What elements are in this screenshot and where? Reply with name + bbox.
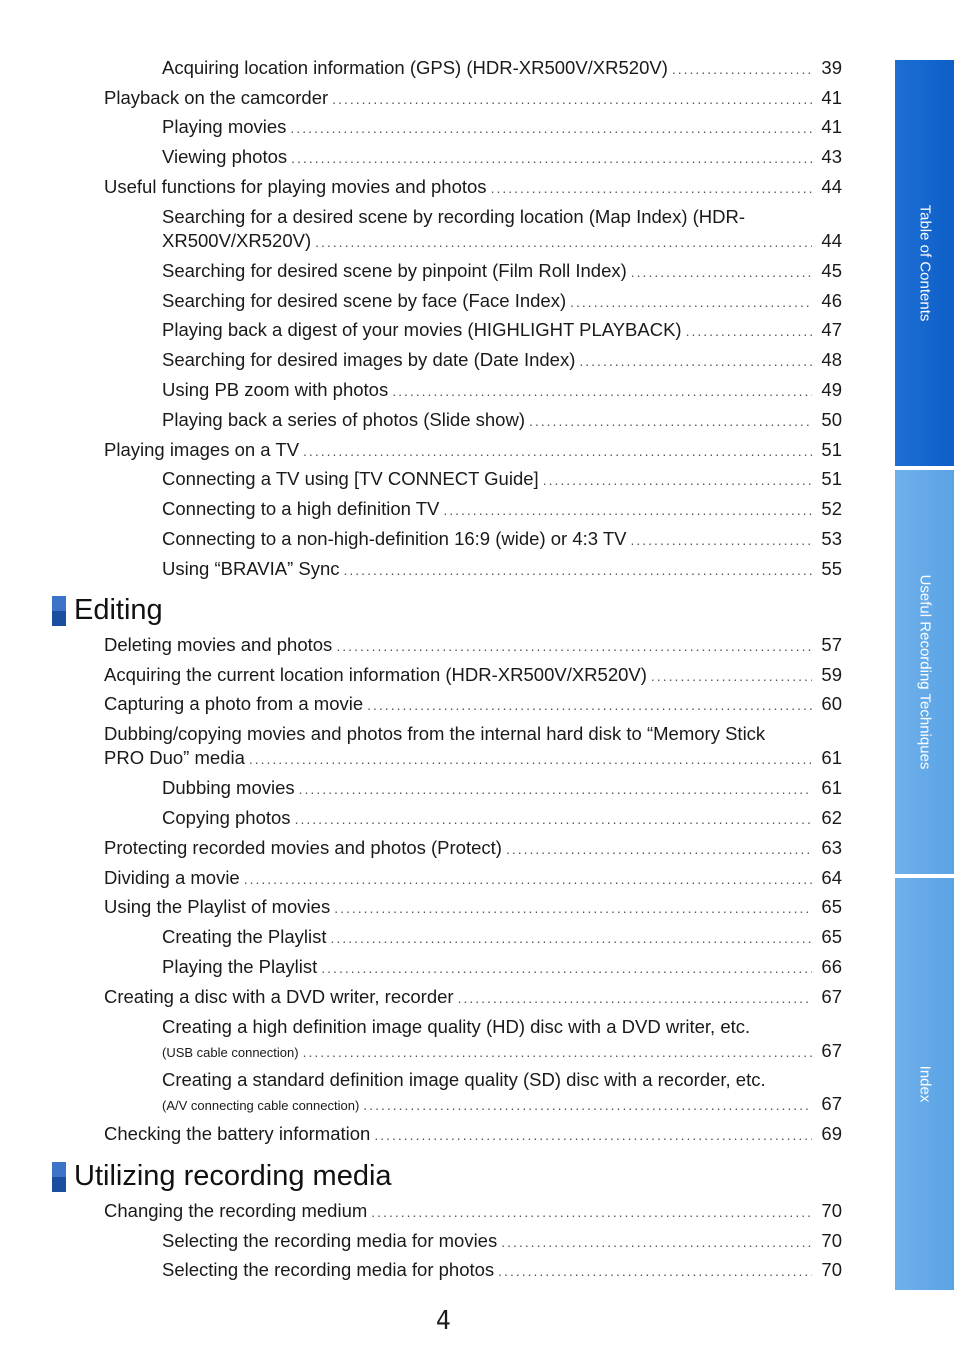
toc-page-number: 49 bbox=[821, 379, 842, 400]
tab-label: Index bbox=[916, 1065, 933, 1103]
toc-entry-title: Using PB zoom with photos bbox=[162, 379, 389, 400]
toc-entry[interactable] bbox=[104, 1122, 842, 1146]
page-number: 4 bbox=[436, 1306, 451, 1336]
toc-entry-title: Selecting the recording media for photos bbox=[162, 1259, 495, 1280]
toc-entry-title: Copying photos bbox=[162, 807, 291, 828]
toc-page-number: 67 bbox=[821, 986, 842, 1007]
toc-entry-title-line1: Creating a standard definition image quality (SD) disc with a recorder, etc. bbox=[162, 1069, 766, 1090]
toc-entry-title: (USB cable connection) bbox=[162, 1045, 299, 1060]
toc-entry-title: Using “BRAVIA” Sync bbox=[162, 558, 340, 579]
toc-page-number: 45 bbox=[821, 260, 842, 281]
toc-page-number: 60 bbox=[821, 693, 842, 714]
toc-entry-title: Playing images on a TV bbox=[104, 439, 300, 460]
tab-label: Table of Contents bbox=[916, 204, 933, 322]
toc-page-number: 48 bbox=[821, 349, 842, 370]
toc-entry[interactable] bbox=[162, 467, 842, 491]
toc-page-number: 55 bbox=[821, 558, 842, 579]
toc-entry-title: Deleting movies and photos bbox=[104, 634, 333, 655]
toc-entry-title: Protecting recorded movies and photos (Protect) bbox=[104, 837, 502, 858]
toc-page-number: 51 bbox=[821, 468, 842, 489]
toc-entry[interactable] bbox=[162, 1015, 842, 1063]
toc-entry[interactable] bbox=[104, 722, 842, 770]
toc-entry[interactable] bbox=[104, 1199, 842, 1223]
toc-entry[interactable] bbox=[104, 175, 842, 199]
toc-entry-title: Useful functions for playing movies and photos bbox=[104, 176, 487, 197]
toc-page-number: 64 bbox=[821, 867, 842, 888]
toc-page-number: 39 bbox=[821, 57, 842, 78]
section-title: Utilizing recording media bbox=[74, 1160, 392, 1192]
section-marker-icon bbox=[52, 596, 66, 626]
toc-entry[interactable] bbox=[104, 663, 842, 687]
toc-entry[interactable] bbox=[162, 1068, 842, 1116]
toc-page-number: 41 bbox=[821, 116, 842, 137]
toc-entry-title: Playing movies bbox=[162, 116, 287, 137]
toc-entry[interactable] bbox=[162, 348, 842, 372]
toc-entry[interactable] bbox=[104, 86, 842, 110]
toc-page-number: 63 bbox=[821, 837, 842, 858]
toc-page-number: 61 bbox=[821, 777, 842, 798]
toc-page-number: 70 bbox=[821, 1200, 842, 1221]
toc-entry-title-line1: Searching for a desired scene by recording location (Map Index) (HDR- bbox=[162, 206, 746, 227]
toc-entry-title: Connecting to a high definition TV bbox=[162, 498, 440, 519]
toc-entry[interactable] bbox=[162, 955, 842, 979]
toc-entry-title: Dubbing movies bbox=[162, 777, 295, 798]
section-title: Editing bbox=[74, 594, 163, 626]
toc-entry[interactable] bbox=[162, 1258, 842, 1282]
toc-entry[interactable] bbox=[104, 438, 842, 462]
toc-page-number: 57 bbox=[821, 634, 842, 655]
toc-entry[interactable] bbox=[104, 895, 842, 919]
toc-entry[interactable] bbox=[104, 836, 842, 860]
toc-entry[interactable] bbox=[162, 145, 842, 169]
toc-entry[interactable] bbox=[162, 925, 842, 949]
toc-entry[interactable] bbox=[162, 289, 842, 313]
toc-entry-title: Searching for desired images by date (Date Index) bbox=[162, 349, 576, 370]
toc-entry-title: Acquiring location information (GPS) (HDR-XR500V/XR520V) bbox=[162, 57, 668, 78]
toc-entry[interactable] bbox=[162, 497, 842, 521]
toc-entry-title: PRO Duo” media bbox=[104, 747, 245, 768]
toc-page-number: 50 bbox=[821, 409, 842, 430]
toc-page-number: 59 bbox=[821, 664, 842, 685]
toc-entry-title-line1: Dubbing/copying movies and photos from the internal hard disk to “Memory Stick bbox=[104, 723, 766, 744]
toc-entry[interactable] bbox=[162, 557, 842, 581]
section-heading-editing[interactable] bbox=[52, 594, 163, 627]
toc-entry[interactable] bbox=[104, 633, 842, 657]
toc-page-number: 62 bbox=[821, 807, 842, 828]
toc-page-number: 65 bbox=[821, 926, 842, 947]
toc-entry[interactable] bbox=[162, 205, 842, 253]
toc-entry[interactable] bbox=[162, 378, 842, 402]
toc-entry-title-line1: Creating a high definition image quality (HD) disc with a DVD writer, etc. bbox=[162, 1016, 751, 1037]
toc-page-number: 46 bbox=[821, 290, 842, 311]
toc-entry[interactable] bbox=[162, 776, 842, 800]
toc-entry[interactable] bbox=[104, 866, 842, 890]
tab-index[interactable] bbox=[895, 878, 954, 1290]
toc-page-number: 70 bbox=[821, 1259, 842, 1280]
toc-page-number: 65 bbox=[821, 896, 842, 917]
toc-page-number: 70 bbox=[821, 1230, 842, 1251]
toc-entry-title: Dividing a movie bbox=[104, 867, 240, 888]
toc-entry[interactable] bbox=[162, 259, 842, 283]
toc-page-number: 53 bbox=[821, 528, 842, 549]
toc-entry-title: Searching for desired scene by face (Face Index) bbox=[162, 290, 567, 311]
toc-entry[interactable] bbox=[104, 692, 842, 716]
toc-entry-title: Creating the Playlist bbox=[162, 926, 327, 947]
toc-entry-title: Using the Playlist of movies bbox=[104, 896, 331, 917]
toc-entry-title: Playing the Playlist bbox=[162, 956, 318, 977]
toc-entry-title: Creating a disc with a DVD writer, recorder bbox=[104, 986, 454, 1007]
toc-page-number: 51 bbox=[821, 439, 842, 460]
toc-entry-title: Playback on the camcorder bbox=[104, 87, 329, 108]
toc-entry-title: Changing the recording medium bbox=[104, 1200, 368, 1221]
toc-page-number: 47 bbox=[821, 319, 842, 340]
toc-entry[interactable] bbox=[162, 408, 842, 432]
toc-page-number: 41 bbox=[821, 87, 842, 108]
toc-entry-title: XR500V/XR520V) bbox=[162, 230, 312, 251]
section-marker-icon bbox=[52, 1162, 66, 1192]
toc-entry-title: Playing back a series of photos (Slide show) bbox=[162, 409, 525, 430]
tab-label: Useful Recording Techniques bbox=[916, 574, 933, 770]
tab-useful-recording-techniques[interactable] bbox=[895, 470, 954, 874]
toc-entry[interactable] bbox=[162, 527, 842, 551]
toc-entry[interactable] bbox=[162, 56, 842, 80]
side-tabs bbox=[895, 60, 954, 1290]
toc-entry-title: Connecting to a non-high-definition 16:9 (wide) or 4:3 TV bbox=[162, 528, 627, 549]
toc-entry-title: Searching for desired scene by pinpoint (Film Roll Index) bbox=[162, 260, 627, 281]
toc-page-number: 66 bbox=[821, 956, 842, 977]
toc-page-number: 44 bbox=[821, 230, 842, 251]
toc-page-number: 69 bbox=[821, 1123, 842, 1144]
toc-entry[interactable] bbox=[104, 985, 842, 1009]
toc-page-number: 43 bbox=[821, 146, 842, 167]
toc-entry-title: Checking the battery information bbox=[104, 1123, 371, 1144]
toc-page-number: 44 bbox=[821, 176, 842, 197]
section-heading-media[interactable] bbox=[52, 1160, 392, 1193]
toc-page-number: 67 bbox=[821, 1040, 842, 1061]
toc-entry-title: Connecting a TV using [TV CONNECT Guide] bbox=[162, 468, 539, 489]
toc-entry-title: Viewing photos bbox=[162, 146, 288, 167]
toc-entry-title: Capturing a photo from a movie bbox=[104, 693, 364, 714]
toc-entry-title: Playing back a digest of your movies (HIGHLIGHT PLAYBACK) bbox=[162, 319, 682, 340]
toc-entry-title: Acquiring the current location information (HDR-XR500V/XR520V) bbox=[104, 664, 647, 685]
toc-entry[interactable] bbox=[162, 318, 842, 342]
toc-page-number: 67 bbox=[821, 1093, 842, 1114]
toc-entry[interactable] bbox=[162, 115, 842, 139]
tab-table-of-contents[interactable] bbox=[895, 60, 954, 466]
toc-page-number: 61 bbox=[821, 747, 842, 768]
toc-entry-title: (A/V connecting cable connection) bbox=[162, 1098, 360, 1113]
toc-entry[interactable] bbox=[162, 806, 842, 830]
toc-page-number: 52 bbox=[821, 498, 842, 519]
toc-entry[interactable] bbox=[162, 1229, 842, 1253]
toc-entry-title: Selecting the recording media for movies bbox=[162, 1230, 498, 1251]
